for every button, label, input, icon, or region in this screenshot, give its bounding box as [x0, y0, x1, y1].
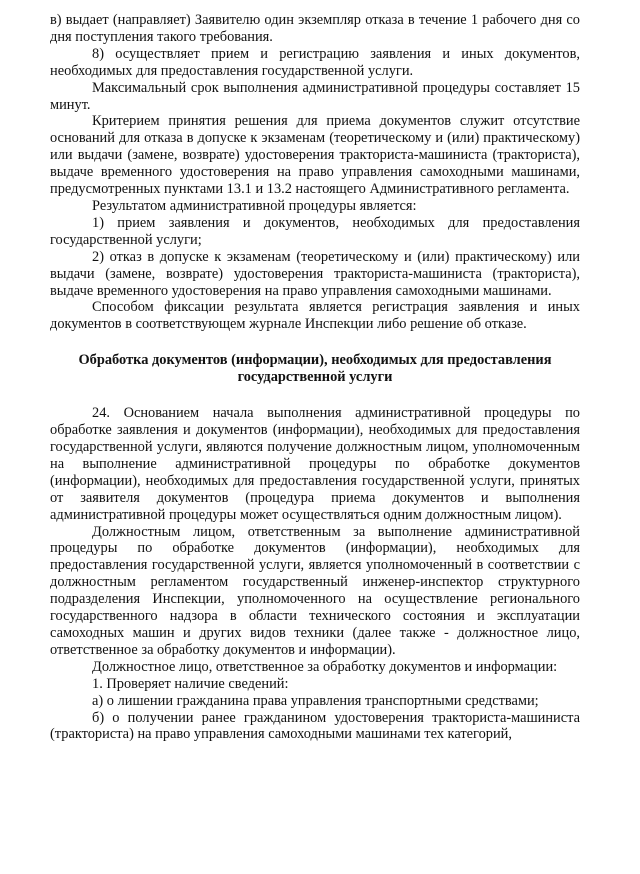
paragraph-responsible-official: Должностным лицом, ответственным за выполнение административной процедуры по обработке документов (информации), необходимых для предоставления государственной услуги, является уполномоченный в соответствии с должностным регламентом государственный инженер-инспектор структурного подразделения Инспекции, уполномоченного на осуществление регионального государственного надзора в области технического состояния и эксплуатации самоходных машин и других видов техники (далее также - должностное лицо, ответственное за обработку документов и информации).	[50, 523, 580, 658]
paragraph-24-basis: 24. Основанием начала выполнения административной процедуры по обработке заявления и документов (информации), необходимых для предоставления государственной услуги, являются получение должностным лицом, уполномоченным на выполнение административной процедуры по обработке документов (информации), необходимых для предоставления государственной услуги, принятых от заявителя документов (процедура приема документов и выполнения административной процедуры может осуществляться одним должностным лицом).	[50, 405, 580, 523]
paragraph-check-a: а) о лишении гражданина права управления транспортными средствами;	[92, 692, 539, 709]
paragraph-item-v: в) выдает (направляет) Заявителю один экземпляр отказа в течение 1 рабочего дня со дня поступления такого требования.	[50, 12, 580, 45]
paragraph-fixation: Способом фиксации результата является регистрация заявления и иных документов в соответствующем журнале Инспекции либо решение об отказе.	[50, 299, 580, 333]
paragraph-result-2: 2) отказ в допуске к экзаменам (теоретическому и (или) практическому) или выдачи (замене, возврате) удостоверения тракториста-машиниста (тракториста), выдаче временного удостоверения на право управления самоходными машинами.	[50, 248, 580, 299]
paragraph-official-duties: Должностное лицо, ответственное за обработку документов и информации:	[92, 658, 558, 675]
paragraph-max-term: Максимальный срок выполнения административной процедуры составляет 15 минут.	[50, 79, 580, 113]
section-heading-line-1: Обработка документов (информации), необходимых для предоставления	[78, 352, 552, 369]
paragraph-criterion: Критерием принятия решения для приема документов служит отсутствие оснований для отказа в допуске к экзаменам (теоретическому и (или) практическому) или выдачи (замене, возврате) удостоверения тракториста-машиниста (тракториста), выдаче временного удостоверения на право управления самоходными машинами, предусмотренных пунктами 13.1 и 13.2 настоящего Административного регламента.	[50, 113, 580, 198]
paragraph-result-1: 1) прием заявления и документов, необходимых для предоставления государственной услуги;	[50, 214, 580, 248]
section-heading-line-2: государственной услуги	[237, 369, 393, 386]
paragraph-check-info: 1. Проверяет наличие сведений:	[92, 675, 289, 692]
section-heading	[50, 352, 580, 386]
paragraph-result-intro: Результатом административной процедуры является:	[92, 197, 417, 214]
paragraph-item-8: 8) осуществляет прием и регистрацию заявления и иных документов, необходимых для предоставления государственной услуги.	[50, 45, 580, 79]
paragraph-check-b: б) о получении ранее гражданином удостоверения тракториста-машиниста (тракториста) на право управления самоходными машинами тех категорий,	[50, 709, 580, 743]
